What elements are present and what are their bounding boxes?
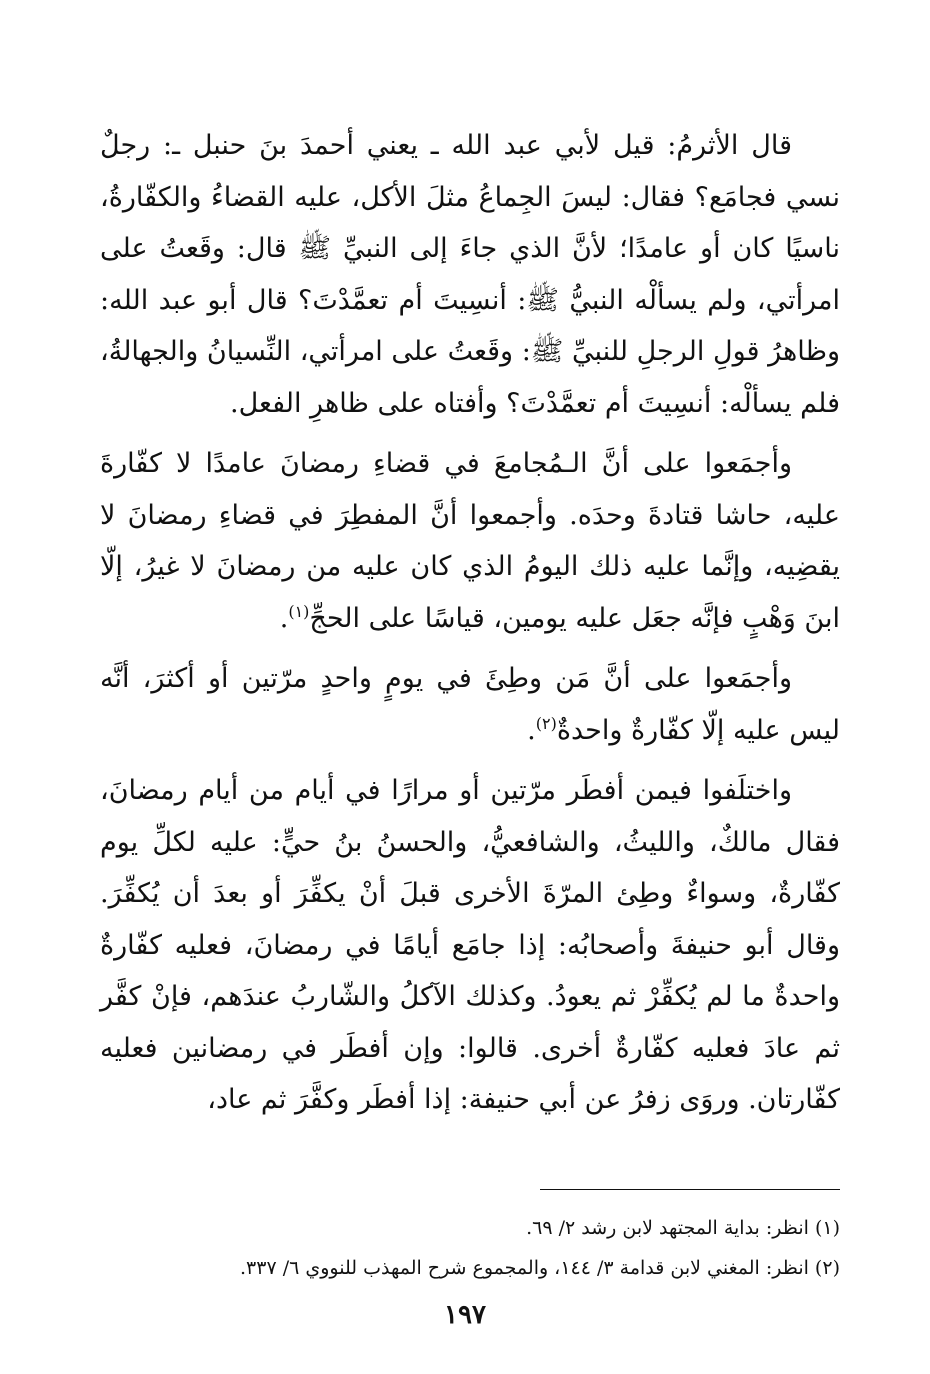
main-text (100, 120, 840, 1126)
paragraph: واختلَفوا فيمن أفطَر مرّتين أو مرارًا في أيام من أيام رمضانَ، فقال مالكٌ، والليثُ، والشافعيُّ، والحسنُ بنُ حيٍّ: عليه لكلِّ يوم كفّارةٌ، وسواءٌ وطِئ المرّةَ الأخرى قبلَ أنْ يكفِّرَ أو بعدَ أن يُكفِّرَ. وقال أبو حنيفةَ وأصحابُه: إذا جامَع أيامًا في رمضانَ، فعليه كفّارةٌ واحدةٌ ما لم يُكفِّرْ ثم يعودُ. وكذلك الآكلُ والشّاربُ عندَهم، فإنْ كفَّر ثم عادَ فعليه كفّارةٌ أخرى. قالوا: وإن أفطَر في رمضانين فعليه كفّارتان. وروَى زفرُ عن أبي حنيفة: إذا أفطَر وكفَّرَ ثم عاد، (100, 775, 840, 1115)
footnotes (100, 1208, 840, 1288)
paragraph: وأجمَعوا على أنَّ مَن وطِئَ في يومٍ واحدٍ مرّتين أو أكثرَ، أنَّه ليس عليه إلّا كفّارةٌ واحدةٌ$^{(٢)}$. (100, 663, 840, 746)
footnote-reference[interactable]: (٢) (535, 713, 557, 733)
paragraph: قال الأثرمُ: قيل لأبي عبد الله ـ يعني أحمدَ بنَ حنبل ـ: رجلٌ نسي فجامَع؟ فقال: ليسَ الجِماعُ مثلَ الأكل، عليه القضاءُ والكفّارةُ، ناسيًا كان أو عامدًا؛ لأنَّ الذي جاءَ إلى النبيِّ ﷺ قال: وقَعتُ على امرأتي، ولم يسألْه النبيُّ ﷺ: أنسِيتَ أم تعمَّدْتَ؟ قال أبو عبد الله: وظاهرُ قولِ الرجلِ للنبيِّ ﷺ: وقَعتُ على امرأتي، النِّسيانُ والجهالةُ، فلم يسألْه: أنسِيتَ أم تعمَّدْتَ؟ وأفتاه على ظاهرِ الفعل. (100, 130, 840, 419)
footnote: (٢) انظر: المغني لابن قدامة ٣/ ١٤٤، والمجموع شرح المهذب للنووي ٦/ ٣٣٧. (240, 1257, 840, 1279)
footnote-reference[interactable]: (١) (288, 601, 310, 621)
footnote: (١) انظر: بداية المجتهد لابن رشد ٢/ ٦٩. (526, 1217, 840, 1239)
page-number: ١٩٧ (444, 1300, 486, 1330)
paragraph: وأجمَعوا على أنَّ الـمُجامعَ في قضاءِ رمضانَ عامدًا لا كفّارةَ عليه، حاشا قتادةَ وحدَه. وأجمعوا أنَّ المفطِرَ في قضاءِ رمضانَ لا يقضِيه، وإنَّما عليه ذلك اليومُ الذي كان عليه من رمضانَ لا غيرُ، إلّا ابنَ وَهْبٍ فإنَّه جعَل عليه يومين، قياسًا على الحجِّ$^{(١)}$. (100, 448, 840, 634)
footnote-divider (540, 1189, 840, 1190)
